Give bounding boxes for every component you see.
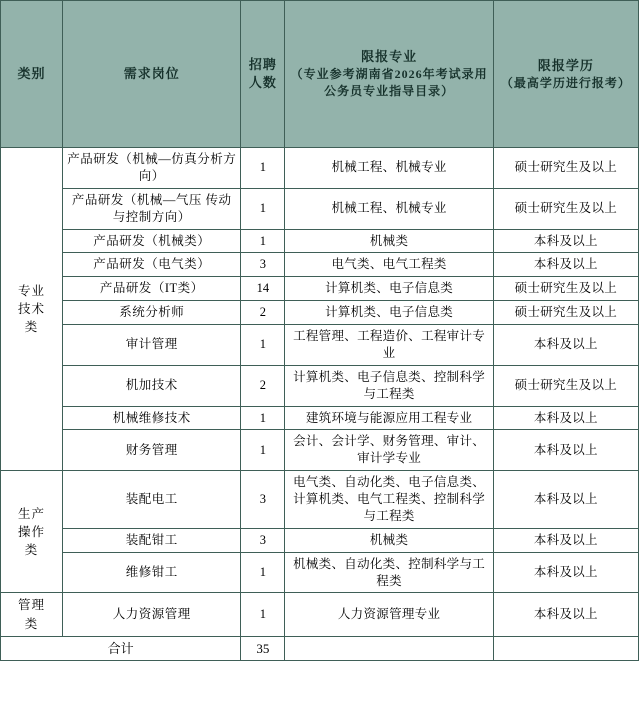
- education-cell: 硕士研究生及以上: [493, 301, 638, 325]
- table-row: [1, 277, 639, 301]
- table-header: [1, 1, 639, 148]
- major-cell: 机械类、自动化类、控制科学与工程类: [285, 552, 493, 593]
- education-cell: 本科及以上: [493, 430, 638, 471]
- count-cell: 1: [241, 188, 285, 229]
- post-cell: 产品研发（机械—气压 传动与控制方向）: [63, 188, 241, 229]
- post-cell: 装配钳工: [63, 528, 241, 552]
- education-cell: 本科及以上: [493, 229, 638, 253]
- post-cell: 产品研发（IT类）: [63, 277, 241, 301]
- total-major-cell: [285, 636, 493, 661]
- table-body: [1, 148, 639, 661]
- header-count: [241, 1, 285, 148]
- total-count-cell: 35: [241, 636, 285, 661]
- count-cell: 1: [241, 430, 285, 471]
- post-cell: 维修钳工: [63, 552, 241, 593]
- header-major: [285, 1, 493, 148]
- table-row: [1, 229, 639, 253]
- category-cell: [1, 471, 63, 593]
- count-cell: 1: [241, 406, 285, 430]
- post-cell: 机械维修技术: [63, 406, 241, 430]
- header-education-sublabel: （最高学历进行报考）: [500, 75, 631, 90]
- education-cell: 本科及以上: [493, 406, 638, 430]
- header-major-sublabel: （专业参考湖南省2026年考试录用公务员专业指导目录）: [290, 67, 488, 99]
- education-cell: 硕士研究生及以上: [493, 188, 638, 229]
- header-post-label: 需求岗位: [123, 65, 180, 81]
- header-count-label-line1: 招聘: [248, 56, 277, 72]
- header-row: [1, 1, 639, 148]
- count-cell: 1: [241, 148, 285, 189]
- table-row: [1, 365, 639, 406]
- header-education-label: 限报学历: [537, 57, 594, 73]
- table-row: [1, 471, 639, 529]
- table-row: [1, 325, 639, 366]
- category-label: 生产操作类: [18, 506, 46, 557]
- total-label-cell: 合计: [1, 636, 241, 661]
- major-cell: 机械类: [285, 229, 493, 253]
- table-row: [1, 301, 639, 325]
- table-row: [1, 552, 639, 593]
- header-major-label: 限报专业: [361, 49, 418, 65]
- count-cell: 3: [241, 528, 285, 552]
- count-cell: 1: [241, 593, 285, 636]
- major-cell: 机械类: [285, 528, 493, 552]
- header-education: [493, 1, 638, 148]
- education-cell: 硕士研究生及以上: [493, 365, 638, 406]
- count-cell: 2: [241, 365, 285, 406]
- header-post: [63, 1, 241, 148]
- table-row: [1, 188, 639, 229]
- education-cell: 本科及以上: [493, 528, 638, 552]
- count-cell: 14: [241, 277, 285, 301]
- major-cell: 会计、会计学、财务管理、审计、审计学专业: [285, 430, 493, 471]
- table-row: [1, 528, 639, 552]
- education-cell: 本科及以上: [493, 552, 638, 593]
- education-cell: 本科及以上: [493, 471, 638, 529]
- education-cell: 本科及以上: [493, 253, 638, 277]
- post-cell: 机加技术: [63, 365, 241, 406]
- major-cell: 计算机类、电子信息类: [285, 301, 493, 325]
- total-education-cell: [493, 636, 638, 661]
- post-cell: 审计管理: [63, 325, 241, 366]
- table-row: [1, 148, 639, 189]
- total-row: [1, 636, 639, 661]
- post-cell: 系统分析师: [63, 301, 241, 325]
- major-cell: 电气类、电气工程类: [285, 253, 493, 277]
- post-cell: 产品研发（机械类）: [63, 229, 241, 253]
- count-cell: 3: [241, 253, 285, 277]
- education-cell: 本科及以上: [493, 325, 638, 366]
- education-cell: 硕士研究生及以上: [493, 277, 638, 301]
- category-cell: [1, 148, 63, 471]
- education-cell: 硕士研究生及以上: [493, 148, 638, 189]
- table-row: [1, 593, 639, 636]
- major-cell: 建筑环境与能源应用工程专业: [285, 406, 493, 430]
- post-cell: 人力资源管理: [63, 593, 241, 636]
- major-cell: 工程管理、工程造价、工程审计专业: [285, 325, 493, 366]
- major-cell: 计算机类、电子信息类: [285, 277, 493, 301]
- major-cell: 机械工程、机械专业: [285, 188, 493, 229]
- table-row: [1, 430, 639, 471]
- major-cell: 电气类、自动化类、电子信息类、 计算机类、电气工程类、控制科学与工程类: [285, 471, 493, 529]
- header-count-label-line2: 人数: [248, 75, 277, 90]
- category-label: 管理类: [18, 598, 46, 631]
- header-category: [1, 1, 63, 148]
- category-cell: [1, 593, 63, 636]
- education-cell: 本科及以上: [493, 593, 638, 636]
- table-row: [1, 406, 639, 430]
- count-cell: 1: [241, 325, 285, 366]
- major-cell: 计算机类、电子信息类、控制科学与工程类: [285, 365, 493, 406]
- post-cell: 产品研发（电气类）: [63, 253, 241, 277]
- count-cell: 1: [241, 552, 285, 593]
- major-cell: 机械工程、机械专业: [285, 148, 493, 189]
- post-cell: 装配电工: [63, 471, 241, 529]
- post-cell: 财务管理: [63, 430, 241, 471]
- count-cell: 2: [241, 301, 285, 325]
- count-cell: 3: [241, 471, 285, 529]
- major-cell: 人力资源管理专业: [285, 593, 493, 636]
- category-label: 专业技术类: [18, 283, 46, 335]
- table-row: [1, 253, 639, 277]
- count-cell: 1: [241, 229, 285, 253]
- post-cell: 产品研发（机械—仿真分析方向）: [63, 148, 241, 189]
- header-category-label: 类别: [17, 65, 46, 81]
